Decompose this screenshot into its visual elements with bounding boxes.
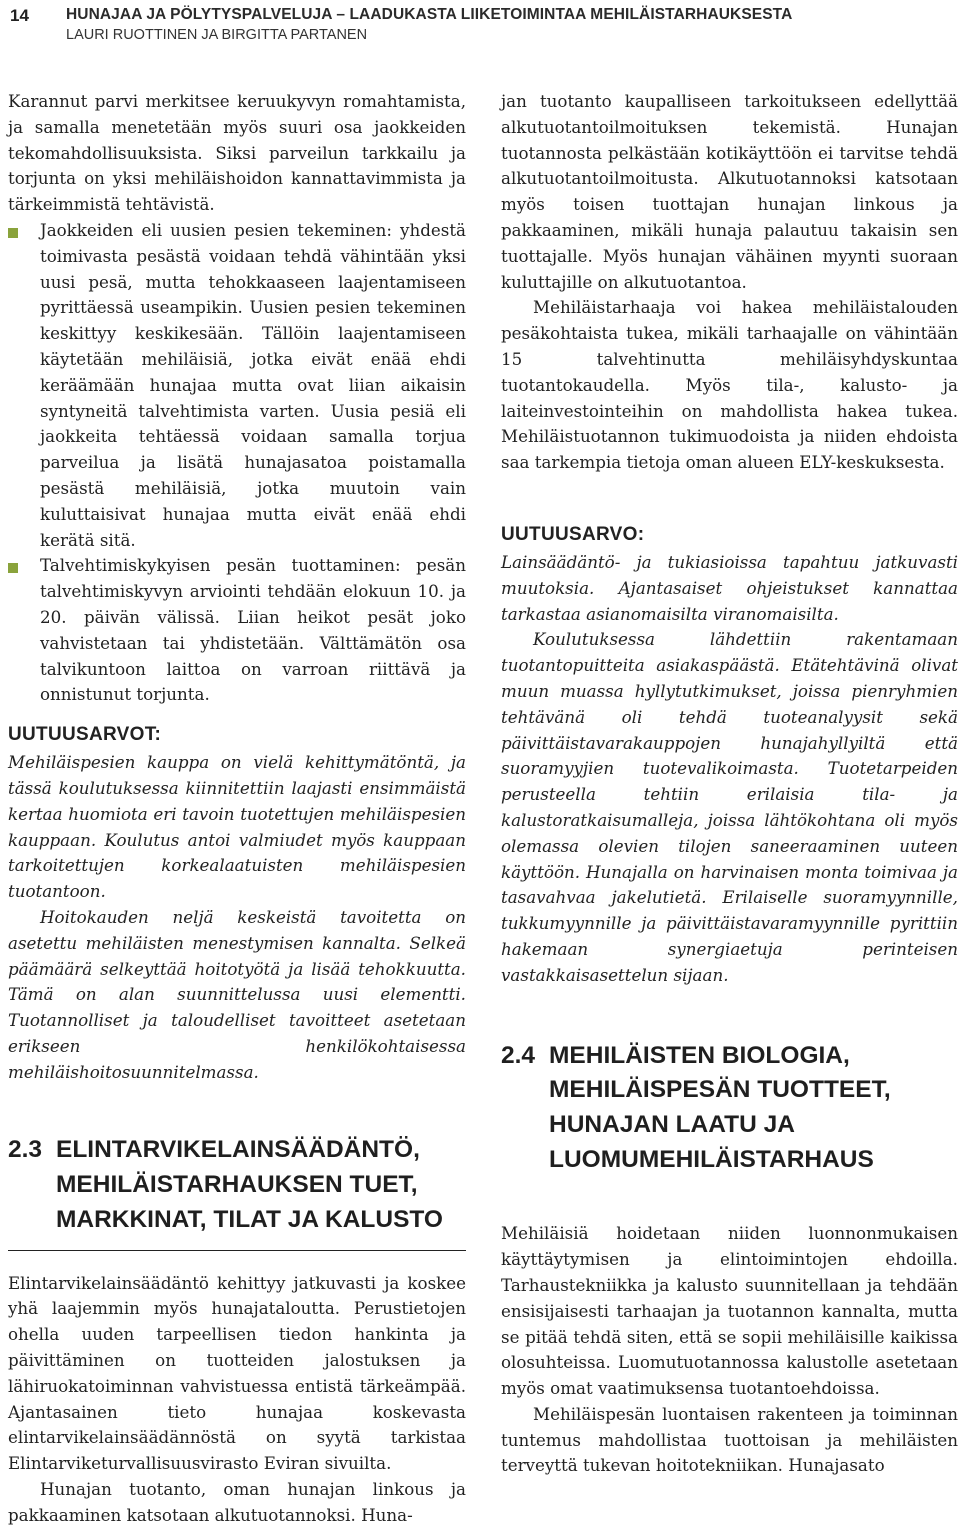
right-column: [501, 89, 958, 1479]
bullet-list: [8, 218, 466, 708]
running-authors: LAURI RUOTTINEN JA BIRGITTA PARTANEN: [66, 27, 368, 43]
intro-paragraph: Karannut parvi merkitsee keruukyvyn romahtamista, ja samalla menetetään myös suuri osa jaokkeiden tekomahdollisuuksista. Siksi parveilun tarkkailu ja torjunta on yksi mehiläishoidon kannattavimmista ja tärkeimmistä tehtävistä.: [8, 91, 466, 215]
chapter-heading: [501, 1039, 958, 1178]
novelty-heading: UUTUUSARVO:: [501, 523, 645, 545]
body-paragraph: Elintarvikelainsäädäntö kehittyy jatkuvasti ja koskee yhä laajemmin myös hunajataloutta. Perustietojen ohella uuden tarpeellisen tiedon hankinta ja päivittäminen on tuotteiden jalostuksen ja lähiruokatoiminnan vahvistuessa entistä tärkeämpää. Ajantasainen tieto hunajaa koskevasta elintarvikelainsäädännöstä on syytä tarkistaa Elintarviketurvallisuusvirasto Eviran sivuilta.: [8, 1272, 466, 1474]
divider: [8, 1250, 466, 1251]
running-header: [0, 0, 960, 52]
novelty-paragraph: Koulutuksessa lähdettiin rakentamaan tuotantopuitteita asiakaspäästä. Etätehtävinä olivat muun muassa hyllytutkimukset, joissa pienryhmien tehtävänä oli tehdä tuoteanalyysit sekä päivittäistavarakauppojen hunajahyllyiltä että suoramyyjien tuotevalikoimasta. Tuotetarpeiden perusteella tehtiin erilaisia tila- ja kalustoratkaisumalleja, joissa lähtökohtana oli myös olemassa olevien tilojen saneeraaminen uuteen käyttöön. Hunajalla on harvinaisen monta toimivaa ja tasavahvaa jakelutietä. Erilaiselle suoramyynnille, tukkumyynnille ja päivittäistavaramyynnille pyrittiin hakemaan synergiaetuja perinteisen vastakkaisasettelun sijaan.: [501, 629, 958, 985]
chapter-title: ELINTARVIKELAINSÄÄDÄNTÖ, MEHILÄISTARHAUKSEN TUET, MARKKINAT, TILAT JA KALUSTO: [56, 1136, 443, 1233]
novelty-heading: UUTUUSARVOT:: [8, 724, 162, 746]
chapter-heading: [8, 1133, 466, 1237]
novelty-paragraph: Mehiläispesien kauppa on vielä kehittymätöntä, ja tässä koulutuksessa kiinnitettiin laajasti ensimmäistä kertaa huomiota eri tavoin tuotettujen mehiläispesien kauppaan. Koulutus antoi valmiudet myös kauppaan tarkoitettujen korkealaatuisten mehiläispesien tuotantoon.: [8, 752, 466, 902]
left-column: [8, 89, 466, 1529]
list-item-text: Talvehtimiskykyisen pesän tuottaminen: pesän talvehtimiskyvyn arviointi tehdään elokuun 10. ja 20. päivän välissä. Liian heikot pesät joko vahvistetaan tai yhdistetään. Välttämätön osa talvikuntoon laittoa on varroan riittävä ja onnistunut torjunta.: [40, 555, 466, 705]
body-paragraph: Mehiläisiä hoidetaan niiden luonnonmukaisen käyttäytymisen ja elintoimintojen ehdoilla. Tarhaustekniikka ja kalusto suunnitellaan ja tehdään ensisijaisesti tarhaajan ja tuotannon kannalta, mutta se pitää tehdä siten, että se sopii mehiläisille kaikissa olosuhteissa. Luomutuotannossa kalustolle asetetaan myös omat vaatimuksensa tuotantoehdoissa.: [501, 1223, 958, 1399]
running-title: HUNAJAA JA PÖLYTYSPALVELUJA – LAADUKASTA LIIKETOIMINTAA MEHILÄISTARHAUKSESTA: [66, 6, 793, 23]
page-number: 14: [10, 6, 29, 25]
body-paragraph: Mehiläistarhaaja voi hakea mehiläistalouden pesäkohtaista tukea, mikäli tarhaajalle on vähintään 15 talvehtinutta mehiläisyhdyskuntaa tuotantokaudella. Myös tila-, kalusto- ja laiteinvestointeihin on mahdollista hakea tukea. Mehiläistuotannon tukimuodoista ja niiden ehdoista saa tarkempia tietoja oman alueen ELY-keskuksesta.: [501, 297, 958, 473]
body-paragraph: Mehiläispesän luontaisen rakenteen ja toiminnan tuntemus mahdollistaa tuottoisan ja mehiläisten terveyttä tukevan hoitotekniikan. Hunajasato: [501, 1403, 958, 1476]
square-bullet-icon: [8, 228, 18, 238]
body-paragraph: jan tuotanto kaupalliseen tarkoitukseen edellyttää alkutuotantoilmoituksen tekemistä. Hunajan tuotannosta pelkästään kotikäyttöön ei tarvitse tehdä alkutuotantoilmoitusta. Alkutuotannoksi katsotaan myös toisen tuottajan hunajan linkous ja pakkaaminen, mikäli hunaja palautuu takaisin sen tuottajalle. Myös hunajan vähäinen myynti suoraan kuluttajille on alkutuotantoa.: [501, 91, 958, 292]
chapter-title: MEHILÄISTEN BIOLOGIA, MEHILÄISPESÄN TUOTTEET, HUNAJAN LAATU JA LUOMUMEHILÄISTARHAUS: [549, 1041, 891, 1173]
novelty-paragraph: Hoitokauden neljä keskeistä tavoitetta on asetettu mehiläisten menestymisen kannalta. Selkeä päämäärä selkeyttää hoitotyötä ja lisää tehokkuutta. Tämä on alan suunnittelussa uusi elementti. Tuotannolliset ja taloudelliset tavoitteet asetetaan erikseen henkilökohtaisessa mehiläishoitosuunnitelmassa.: [8, 906, 466, 1082]
list-item-text: Jaokkeiden eli uusien pesien tekeminen: yhdestä toimivasta pesästä voidaan tehdä vähintään yksi uusi pesä, mutta tehokkaaseen laajentamiseen pyrittäessä useampikin. Uusien pesien tekeminen keskittyy keskikesään. Tällöin laajentamiseen käytetään mehiläisiä, jotka eivät enää ehdi keräämään hunajaa mutta ovat liian aikaisin syntyneitä talvehtimista varten. Uusia pesiä eli jaokkeita tehtäessä voidaan samalla torjua parveilua ja lisätä hunajasatoa poistamalla pesästä mehiläisiä, jotka muutoin vain kuluttaisivat hunajaa mutta eivät enää ehdi kerätä sitä.: [40, 219, 466, 550]
list-item: [8, 553, 466, 708]
chapter-number: 2.4: [501, 1041, 536, 1069]
list-item: [8, 218, 466, 553]
square-bullet-icon: [8, 563, 18, 573]
body-paragraph: Hunajan tuotanto, oman hunajan linkous ja pakkaaminen katsotaan alkutuotannoksi. Huna-: [8, 1478, 466, 1525]
chapter-number: 2.3: [8, 1136, 43, 1164]
novelty-paragraph: Lainsäädäntö- ja tukiasioissa tapahtuu jatkuvasti muutoksia. Ajantasaiset ohjeistukset kannattaa tarkastaa asianomaisilta viranomaisilta.: [501, 551, 958, 624]
